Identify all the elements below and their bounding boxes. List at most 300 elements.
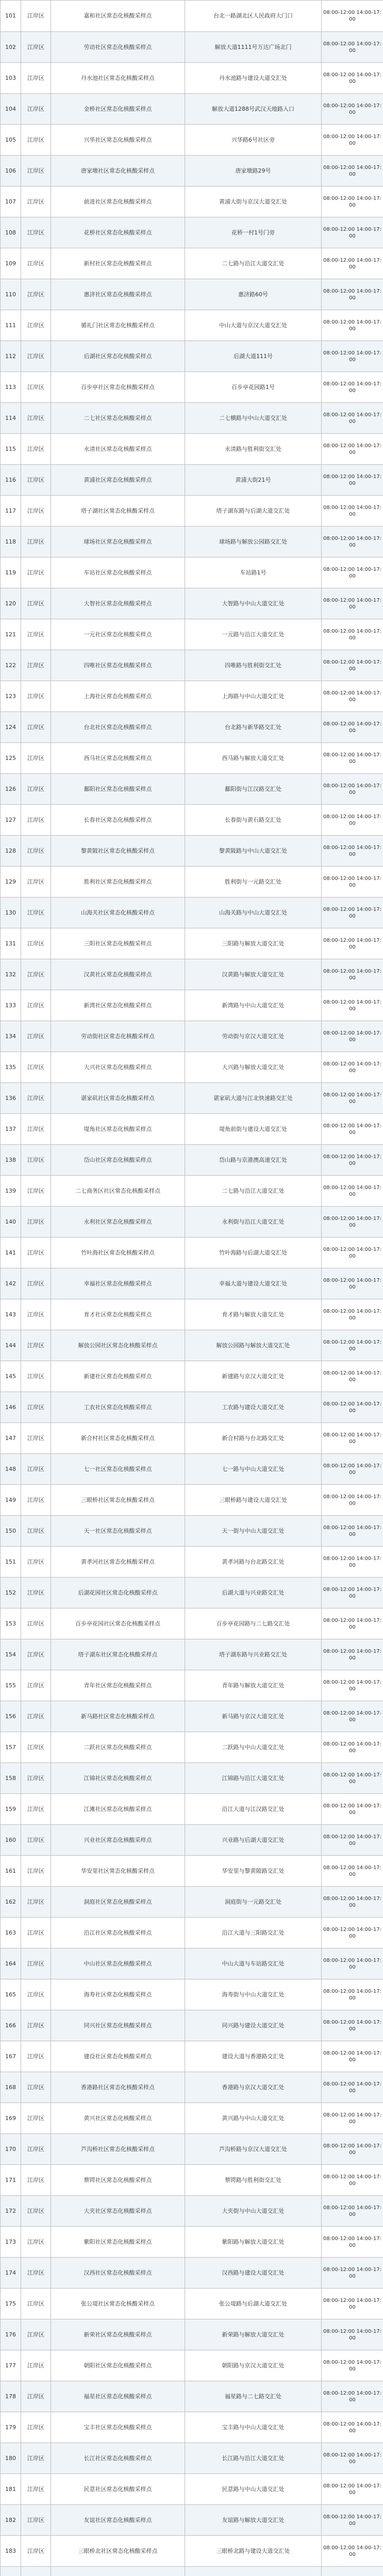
- service-hours-cell: 08:00-12:00 14:00-17:00: [322, 1207, 383, 1238]
- row-number-cell: 166: [1, 2010, 21, 2041]
- site-name-cell: 育才社区常态化核酸采样点: [51, 1299, 185, 1330]
- table-row: [1, 1763, 383, 1794]
- district-cell: 江岸区: [21, 774, 51, 805]
- table-row: [1, 928, 383, 959]
- address-cell: 沿江大道与三阳路交汇处: [185, 1918, 322, 1948]
- site-name-cell: 一元社区常态化核酸采样点: [51, 619, 185, 650]
- site-name-cell: 唐家墩社区常态化核酸采样点: [51, 156, 185, 187]
- table-row: [1, 836, 383, 867]
- row-number-cell: 110: [1, 279, 21, 310]
- row-number-cell: [1, 2567, 21, 2576]
- row-number-cell: 108: [1, 217, 21, 248]
- row-number-cell: 102: [1, 32, 21, 63]
- service-hours-cell: 08:00-12:00 14:00-17:00: [322, 867, 383, 897]
- site-name-cell: 张公堤社区常态化核酸采样点: [51, 2289, 185, 2319]
- address-cell: [185, 2567, 322, 2576]
- site-name-cell: 蔡锷社区常态化核酸采样点: [51, 2165, 185, 2196]
- address-cell: 天一街与中山大道交汇处: [185, 1516, 322, 1547]
- address-cell: 新合村路与台北路交汇处: [185, 1423, 322, 1454]
- service-hours-cell: 08:00-12:00 14:00-17:00: [322, 2505, 383, 2536]
- district-cell: 江岸区: [21, 1578, 51, 1608]
- address-cell: 百步亭花园路与二七路交汇处: [185, 1608, 322, 1639]
- service-hours-cell: 08:00-12:00 14:00-17:00: [322, 774, 383, 805]
- table-row: [1, 1114, 383, 1145]
- service-hours-cell: 08:00-12:00 14:00-17:00: [322, 1763, 383, 1794]
- table-row: [1, 2474, 383, 2505]
- table-row: [1, 465, 383, 496]
- table-row: [1, 310, 383, 341]
- table-row: [1, 1, 383, 32]
- site-name-cell: 劳动街社区常态化核酸采样点: [51, 1021, 185, 1052]
- district-cell: 江岸区: [21, 1825, 51, 1856]
- table-body: [1, 1, 383, 2576]
- row-number-cell: 135: [1, 1052, 21, 1083]
- site-name-cell: 天一社区常态化核酸采样点: [51, 1516, 185, 1547]
- row-number-cell: 183: [1, 2536, 21, 2567]
- site-name-cell: 大智社区常态化核酸采样点: [51, 588, 185, 619]
- site-name-cell: 谌家矶社区常态化核酸采样点: [51, 1083, 185, 1114]
- district-cell: 江岸区: [21, 2134, 51, 2165]
- row-number-cell: 138: [1, 1145, 21, 1176]
- address-cell: 兴华路6号社区旁: [185, 125, 322, 156]
- table-row: [1, 94, 383, 125]
- district-cell: 江岸区: [21, 990, 51, 1021]
- row-number-cell: 165: [1, 1979, 21, 2010]
- service-hours-cell: 08:00-12:00 14:00-17:00: [322, 1083, 383, 1114]
- service-hours-cell: 08:00-12:00 14:00-17:00: [322, 1856, 383, 1887]
- district-cell: 江岸区: [21, 2319, 51, 2350]
- service-hours-cell: 08:00-12:00 14:00-17:00: [322, 619, 383, 650]
- table-row: [1, 2227, 383, 2258]
- service-hours-cell: 08:00-12:00 14:00-17:00: [322, 125, 383, 156]
- table-row: [1, 1299, 383, 1330]
- district-cell: 江岸区: [21, 248, 51, 279]
- site-name-cell: 汉西社区常态化核酸采样点: [51, 2258, 185, 2289]
- row-number-cell: 153: [1, 1608, 21, 1639]
- row-number-cell: 161: [1, 1856, 21, 1887]
- service-hours-cell: 08:00-12:00 14:00-17:00: [322, 2258, 383, 2289]
- site-name-cell: 江锦社区常态化核酸采样点: [51, 1763, 185, 1794]
- row-number-cell: 152: [1, 1578, 21, 1608]
- table-row: [1, 1948, 383, 1979]
- address-cell: 新马路与京汉大道交汇处: [185, 1701, 322, 1732]
- address-cell: 洞庭街与一元路交汇处: [185, 1887, 322, 1918]
- table-row: [1, 712, 383, 743]
- row-number-cell: 164: [1, 1948, 21, 1979]
- table-row: [1, 619, 383, 650]
- service-hours-cell: 08:00-12:00 14:00-17:00: [322, 650, 383, 681]
- district-cell: 江岸区: [21, 2443, 51, 2474]
- service-hours-cell: 08:00-12:00 14:00-17:00: [322, 1299, 383, 1330]
- district-cell: 江岸区: [21, 2350, 51, 2381]
- district-cell: 江岸区: [21, 2196, 51, 2227]
- site-name-cell: 福星社区常态化核酸采样点: [51, 2381, 185, 2412]
- site-name-cell: 新建社区常态化核酸采样点: [51, 1361, 185, 1392]
- table-row: [1, 1578, 383, 1608]
- table-row: [1, 1392, 383, 1423]
- table-row: [1, 1887, 383, 1918]
- service-hours-cell: [322, 2567, 383, 2576]
- site-name-cell: 紫阳社区常态化核酸采样点: [51, 2227, 185, 2258]
- district-cell: 江岸区: [21, 650, 51, 681]
- table-row: [1, 2319, 383, 2350]
- table-row: [1, 990, 383, 1021]
- service-hours-cell: 08:00-12:00 14:00-17:00: [322, 836, 383, 867]
- service-hours-cell: 08:00-12:00 14:00-17:00: [322, 959, 383, 990]
- service-hours-cell: 08:00-12:00 14:00-17:00: [322, 2165, 383, 2196]
- address-cell: 大夹街与中山大道交汇处: [185, 2196, 322, 2227]
- site-name-cell: 塔子湖东社区常态化核酸采样点: [51, 1639, 185, 1670]
- district-cell: 江岸区: [21, 1701, 51, 1732]
- address-cell: 后湖大道111号: [185, 341, 322, 372]
- district-cell: 江岸区: [21, 1423, 51, 1454]
- address-cell: 黄兴路与中山大道交汇处: [185, 2103, 322, 2134]
- service-hours-cell: 08:00-12:00 14:00-17:00: [322, 1268, 383, 1299]
- site-name-cell: 永利社区常态化核酸采样点: [51, 1207, 185, 1238]
- service-hours-cell: 08:00-12:00 14:00-17:00: [322, 1052, 383, 1083]
- row-number-cell: 169: [1, 2103, 21, 2134]
- row-number-cell: 127: [1, 805, 21, 836]
- address-cell: 一元路与沿江大道交汇处: [185, 619, 322, 650]
- service-hours-cell: 08:00-12:00 14:00-17:00: [322, 156, 383, 187]
- district-cell: 江岸区: [21, 712, 51, 743]
- district-cell: 江岸区: [21, 1670, 51, 1701]
- row-number-cell: 162: [1, 1887, 21, 1918]
- table-row: [1, 1979, 383, 2010]
- address-cell: 劳动街与京汉大道交汇处: [185, 1021, 322, 1052]
- site-name-cell: 汉黄社区常态化核酸采样点: [51, 959, 185, 990]
- address-cell: 幸福大道与建设大道交汇处: [185, 1268, 322, 1299]
- site-name-cell: 四唯社区常态化核酸采样点: [51, 650, 185, 681]
- address-cell: 建设大道与香港路交汇处: [185, 2041, 322, 2072]
- row-number-cell: 180: [1, 2443, 21, 2474]
- service-hours-cell: 08:00-12:00 14:00-17:00: [322, 63, 383, 94]
- address-cell: 堤角前街与建设大道交汇处: [185, 1114, 322, 1145]
- site-name-cell: 洞庭社区常态化核酸采样点: [51, 1887, 185, 1918]
- row-number-cell: 144: [1, 1330, 21, 1361]
- site-name-cell: 黄孝河社区常态化核酸采样点: [51, 1547, 185, 1578]
- address-cell: 山海关路与中山大道交汇处: [185, 897, 322, 928]
- service-hours-cell: 08:00-12:00 14:00-17:00: [322, 2041, 383, 2072]
- district-cell: 江岸区: [21, 156, 51, 187]
- district-cell: 江岸区: [21, 588, 51, 619]
- district-cell: 江岸区: [21, 403, 51, 434]
- row-number-cell: 112: [1, 341, 21, 372]
- district-cell: 江岸区: [21, 2381, 51, 2412]
- address-cell: 后湖大道与兴业路交汇处: [185, 1578, 322, 1608]
- table-row: [1, 279, 383, 310]
- table-row: [1, 1732, 383, 1763]
- site-name-cell: 新荣社区常态化核酸采样点: [51, 2319, 185, 2350]
- district-cell: 江岸区: [21, 1794, 51, 1825]
- site-name-cell: 球场社区常态化核酸采样点: [51, 527, 185, 557]
- table-row: [1, 372, 383, 403]
- service-hours-cell: 08:00-12:00 14:00-17:00: [322, 2412, 383, 2443]
- row-number-cell: 119: [1, 557, 21, 588]
- row-number-cell: 139: [1, 1176, 21, 1207]
- table-row: [1, 496, 383, 527]
- site-name-cell: 堤角社区常态化核酸采样点: [51, 1114, 185, 1145]
- site-name-cell: 朝阳社区常态化核酸采样点: [51, 2350, 185, 2381]
- service-hours-cell: 08:00-12:00 14:00-17:00: [322, 496, 383, 527]
- row-number-cell: 125: [1, 743, 21, 774]
- site-name-cell: 新村社区常态化核酸采样点: [51, 248, 185, 279]
- site-name-cell: [51, 2567, 185, 2576]
- site-name-cell: 芦沟桥社区常态化核酸采样点: [51, 2134, 185, 2165]
- service-hours-cell: 08:00-12:00 14:00-17:00: [322, 1485, 383, 1516]
- row-number-cell: 176: [1, 2319, 21, 2350]
- site-name-cell: 竹叶海社区常态化核酸采样点: [51, 1238, 185, 1268]
- site-name-cell: 黄浦社区常态化核酸采样点: [51, 465, 185, 496]
- address-cell: 青年路与解放大道交汇处: [185, 1670, 322, 1701]
- table-row: [1, 2412, 383, 2443]
- table-row: [1, 403, 383, 434]
- district-cell: 江岸区: [21, 1485, 51, 1516]
- address-cell: 百步亭花园路1号: [185, 372, 322, 403]
- address-cell: 兴业路与后湖大道交汇处: [185, 1825, 322, 1856]
- table-row: [1, 1608, 383, 1639]
- service-hours-cell: 08:00-12:00 14:00-17:00: [322, 681, 383, 712]
- table-row: [1, 1268, 383, 1299]
- site-name-cell: 解放公园社区常态化核酸采样点: [51, 1330, 185, 1361]
- row-number-cell: 159: [1, 1794, 21, 1825]
- site-name-cell: 循礼门社区常态化核酸采样点: [51, 310, 185, 341]
- district-cell: 江岸区: [21, 1052, 51, 1083]
- district-cell: 江岸区: [21, 2072, 51, 2103]
- district-cell: 江岸区: [21, 1608, 51, 1639]
- site-name-cell: 大夹社区常态化核酸采样点: [51, 2196, 185, 2227]
- site-name-cell: 长江社区常态化核酸采样点: [51, 2443, 185, 2474]
- district-cell: 江岸区: [21, 2505, 51, 2536]
- row-number-cell: 106: [1, 156, 21, 187]
- site-name-cell: 三眼桥北社区常态化核酸采样点: [51, 2536, 185, 2567]
- district-cell: 江岸区: [21, 1454, 51, 1485]
- service-hours-cell: 08:00-12:00 14:00-17:00: [322, 527, 383, 557]
- table-row: [1, 774, 383, 805]
- service-hours-cell: 08:00-12:00 14:00-17:00: [322, 1516, 383, 1547]
- service-hours-cell: 08:00-12:00 14:00-17:00: [322, 1021, 383, 1052]
- table-row: [1, 1330, 383, 1361]
- service-hours-cell: 08:00-12:00 14:00-17:00: [322, 1670, 383, 1701]
- address-cell: 工农路与建设大道交汇处: [185, 1392, 322, 1423]
- service-hours-cell: 08:00-12:00 14:00-17:00: [322, 310, 383, 341]
- table-row: [1, 341, 383, 372]
- site-name-cell: 华安里社区常态化核酸采样点: [51, 1856, 185, 1887]
- address-cell: 黎黄陂路与中山大道交汇处: [185, 836, 322, 867]
- district-cell: 江岸区: [21, 1392, 51, 1423]
- district-cell: 江岸区: [21, 1948, 51, 1979]
- table-row: [1, 743, 383, 774]
- row-number-cell: 148: [1, 1454, 21, 1485]
- site-name-cell: 台北社区常态化核酸采样点: [51, 712, 185, 743]
- service-hours-cell: 08:00-12:00 14:00-17:00: [322, 403, 383, 434]
- district-cell: 江岸区: [21, 928, 51, 959]
- table-row: [1, 2010, 383, 2041]
- row-number-cell: 117: [1, 496, 21, 527]
- service-hours-cell: 08:00-12:00 14:00-17:00: [322, 743, 383, 774]
- table-row: [1, 217, 383, 248]
- address-cell: 解放大道1111号万达广场北门: [185, 32, 322, 63]
- district-cell: 江岸区: [21, 1330, 51, 1361]
- site-name-cell: 胜利社区常态化核酸采样点: [51, 867, 185, 897]
- address-cell: 上海路与中山大道交汇处: [185, 681, 322, 712]
- site-name-cell: 海寿社区常态化核酸采样点: [51, 1979, 185, 2010]
- table-row: [1, 2289, 383, 2319]
- row-number-cell: 126: [1, 774, 21, 805]
- address-cell: 沿江大道与江汉路交汇处: [185, 1794, 322, 1825]
- service-hours-cell: 08:00-12:00 14:00-17:00: [322, 94, 383, 125]
- row-number-cell: 143: [1, 1299, 21, 1330]
- site-name-cell: 新合村社区常态化核酸采样点: [51, 1423, 185, 1454]
- site-name-cell: 三眼桥社区常态化核酸采样点: [51, 1485, 185, 1516]
- row-number-cell: 121: [1, 619, 21, 650]
- table-row: [1, 2536, 383, 2567]
- row-number-cell: 167: [1, 2041, 21, 2072]
- district-cell: 江岸区: [21, 2536, 51, 2567]
- service-hours-cell: 08:00-12:00 14:00-17:00: [322, 187, 383, 217]
- row-number-cell: 173: [1, 2227, 21, 2258]
- district-cell: 江岸区: [21, 2010, 51, 2041]
- service-hours-cell: 08:00-12:00 14:00-17:00: [322, 2319, 383, 2350]
- site-name-cell: 劳动社区常态化核酸采样点: [51, 32, 185, 63]
- table-row: [1, 527, 383, 557]
- row-number-cell: 113: [1, 372, 21, 403]
- address-cell: 张公堤路与后湖大道交汇处: [185, 2289, 322, 2319]
- table-row: [1, 1701, 383, 1732]
- row-number-cell: 122: [1, 650, 21, 681]
- address-cell: 长江路与沿江大道交汇处: [185, 2443, 322, 2474]
- site-name-cell: 花桥社区常态化核酸采样点: [51, 217, 185, 248]
- site-name-cell: 百步亭社区常态化核酸采样点: [51, 372, 185, 403]
- district-cell: 江岸区: [21, 2227, 51, 2258]
- district-cell: 江岸区: [21, 867, 51, 897]
- row-number-cell: 120: [1, 588, 21, 619]
- address-cell: 黄浦大街21号: [185, 465, 322, 496]
- address-cell: 丹水池路与建设大道交汇处: [185, 63, 322, 94]
- address-cell: 育才路与解放大道交汇处: [185, 1299, 322, 1330]
- service-hours-cell: 08:00-12:00 14:00-17:00: [322, 928, 383, 959]
- row-number-cell: 133: [1, 990, 21, 1021]
- site-name-cell: 江滩社区常态化核酸采样点: [51, 1794, 185, 1825]
- service-hours-cell: 08:00-12:00 14:00-17:00: [322, 1979, 383, 2010]
- address-cell: 二七路与沿江大道交汇处: [185, 1176, 322, 1207]
- site-name-cell: 宝丰社区常态化核酸采样点: [51, 2412, 185, 2443]
- site-name-cell: 新马路社区常态化核酸采样点: [51, 1701, 185, 1732]
- table-row: [1, 434, 383, 465]
- table-row: [1, 63, 383, 94]
- district-cell: 江岸区: [21, 619, 51, 650]
- table-row: [1, 1145, 383, 1176]
- table-row: [1, 2350, 383, 2381]
- row-number-cell: 155: [1, 1670, 21, 1701]
- row-number-cell: 163: [1, 1918, 21, 1948]
- district-cell: 江岸区: [21, 1176, 51, 1207]
- service-hours-cell: 08:00-12:00 14:00-17:00: [322, 2381, 383, 2412]
- table-row: [1, 867, 383, 897]
- service-hours-cell: 08:00-12:00 14:00-17:00: [322, 1608, 383, 1639]
- service-hours-cell: 08:00-12:00 14:00-17:00: [322, 279, 383, 310]
- table-row: [1, 2505, 383, 2536]
- address-cell: 塔子湖东路与兴业路交汇处: [185, 1639, 322, 1670]
- district-cell: 江岸区: [21, 2165, 51, 2196]
- table-row: [1, 32, 383, 63]
- table-row: [1, 2567, 383, 2576]
- address-cell: 宝丰路与中山大道交汇处: [185, 2412, 322, 2443]
- district-cell: 江岸区: [21, 2412, 51, 2443]
- address-cell: 台北路与新华路交汇处: [185, 712, 322, 743]
- address-cell: 花桥一村1号门旁: [185, 217, 322, 248]
- row-number-cell: 131: [1, 928, 21, 959]
- site-name-cell: 前进社区常态化核酸采样点: [51, 187, 185, 217]
- district-cell: 江岸区: [21, 94, 51, 125]
- row-number-cell: 123: [1, 681, 21, 712]
- district-cell: 江岸区: [21, 1083, 51, 1114]
- table-row: [1, 2072, 383, 2103]
- address-cell: 新湾路与中山大道交汇处: [185, 990, 322, 1021]
- address-cell: 同兴路与建设大道交汇处: [185, 2010, 322, 2041]
- row-number-cell: 177: [1, 2350, 21, 2381]
- service-hours-cell: 08:00-12:00 14:00-17:00: [322, 2443, 383, 2474]
- address-cell: 民意路与中山大道交汇处: [185, 2474, 322, 2505]
- site-name-cell: 兴华社区常态化核酸采样点: [51, 125, 185, 156]
- service-hours-cell: 08:00-12:00 14:00-17:00: [322, 1114, 383, 1145]
- row-number-cell: 107: [1, 187, 21, 217]
- row-number-cell: 114: [1, 403, 21, 434]
- district-cell: 江岸区: [21, 125, 51, 156]
- address-cell: 紫阳路与解放大道交汇处: [185, 2227, 322, 2258]
- table-row: [1, 2258, 383, 2289]
- address-cell: 福星路与二七路交汇处: [185, 2381, 322, 2412]
- row-number-cell: 149: [1, 1485, 21, 1516]
- address-cell: 香港路与京汉大道交汇处: [185, 2072, 322, 2103]
- table-row: [1, 1021, 383, 1052]
- district-cell: 江岸区: [21, 217, 51, 248]
- table-row: [1, 1856, 383, 1887]
- site-name-cell: 三阳社区常态化核酸采样点: [51, 928, 185, 959]
- service-hours-cell: 08:00-12:00 14:00-17:00: [322, 588, 383, 619]
- row-number-cell: 157: [1, 1732, 21, 1763]
- site-name-cell: 黎黄陂社区常态化核酸采样点: [51, 836, 185, 867]
- table-row: [1, 897, 383, 928]
- row-number-cell: 150: [1, 1516, 21, 1547]
- row-number-cell: 151: [1, 1547, 21, 1578]
- table-row: [1, 1670, 383, 1701]
- district-cell: 江岸区: [21, 32, 51, 63]
- table-row: [1, 805, 383, 836]
- service-hours-cell: 08:00-12:00 14:00-17:00: [322, 805, 383, 836]
- service-hours-cell: 08:00-12:00 14:00-17:00: [322, 1547, 383, 1578]
- site-name-cell: 惠济社区常态化核酸采样点: [51, 279, 185, 310]
- service-hours-cell: 08:00-12:00 14:00-17:00: [322, 1918, 383, 1948]
- table-row: [1, 959, 383, 990]
- row-number-cell: 158: [1, 1763, 21, 1794]
- table-row: [1, 588, 383, 619]
- site-name-cell: 工农社区常态化核酸采样点: [51, 1392, 185, 1423]
- address-cell: 大兴路与解放大道交汇处: [185, 1052, 322, 1083]
- row-number-cell: 103: [1, 63, 21, 94]
- address-cell: 大智路与中山大道交汇处: [185, 588, 322, 619]
- site-name-cell: 七一社区常态化核酸采样点: [51, 1454, 185, 1485]
- site-name-cell: 上海社区常态化核酸采样点: [51, 681, 185, 712]
- district-cell: 江岸区: [21, 836, 51, 867]
- district-cell: 江岸区: [21, 1856, 51, 1887]
- row-number-cell: 175: [1, 2289, 21, 2319]
- address-cell: 车站路1号: [185, 557, 322, 588]
- district-cell: 江岸区: [21, 187, 51, 217]
- service-hours-cell: 08:00-12:00 14:00-17:00: [322, 2227, 383, 2258]
- address-cell: 黄孝河路与台北路交汇处: [185, 1547, 322, 1578]
- table-row: [1, 1547, 383, 1578]
